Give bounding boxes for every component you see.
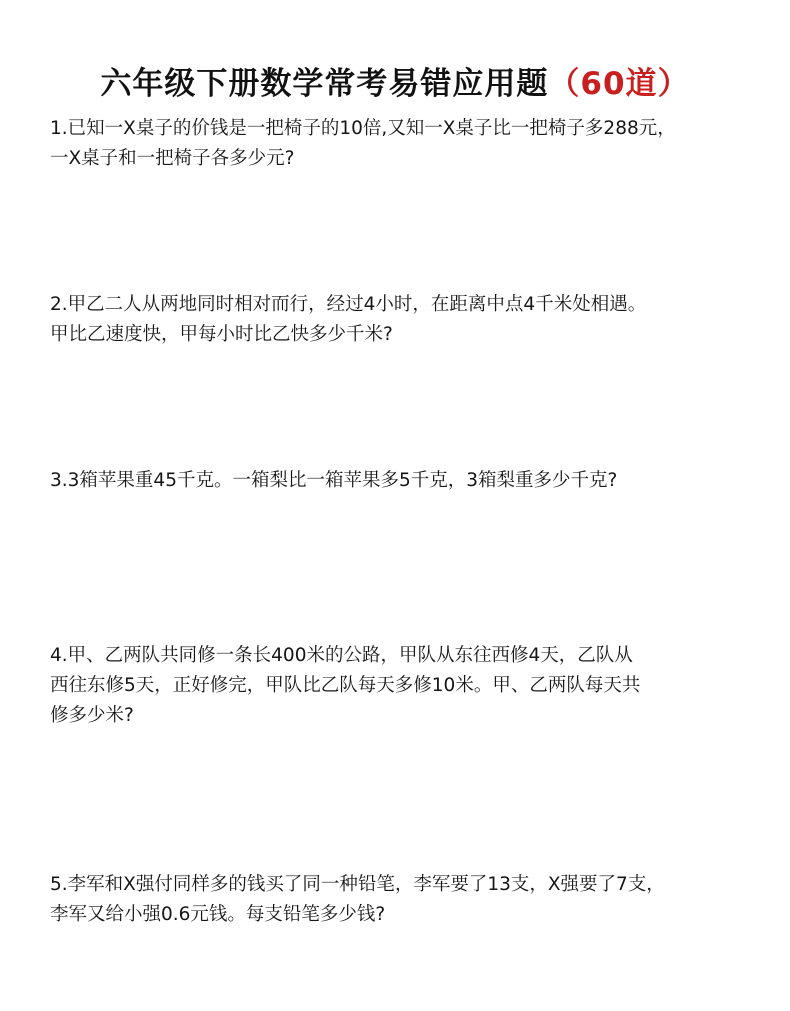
- question-4: [50, 641, 750, 731]
- question-5-line-1: 5.李军和X强付同样多的钱买了同一种铅笔，李军要了13支，X强要了7支，: [50, 874, 665, 895]
- question-5: [50, 870, 750, 930]
- question-2: [50, 290, 750, 350]
- question-4-line-2: 西往东修5天，正好修完，甲队比乙队每天多修10米。甲、乙两队每天共: [50, 675, 641, 696]
- question-3: [50, 466, 750, 496]
- title-main: 六年级下册数学常考易错应用题: [100, 66, 549, 102]
- page-title: [0, 58, 790, 103]
- question-2-line-2: 甲比乙速度快，甲每小时比乙快多少千米?: [50, 324, 393, 345]
- question-5-line-2: 李军又给小强0.6元钱。每支铅笔多少钱?: [50, 904, 386, 925]
- question-1-line-1: 1.已知一X桌子的价钱是一把椅子的10倍,又知一X桌子比一把椅子多288元，: [50, 118, 676, 139]
- title-question-count: 60道: [580, 66, 658, 102]
- question-2-line-1: 2.甲乙二人从两地同时相对而行，经过4小时，在距离中点4千米处相遇。: [50, 294, 647, 315]
- question-3-line-1: 3.3箱苹果重45千克。一箱梨比一箱苹果多5千克，3箱梨重多少千克?: [50, 470, 618, 491]
- title-close-paren: ）: [657, 66, 690, 102]
- question-4-line-3: 修多少米?: [50, 705, 134, 726]
- title-open-paren: （: [548, 66, 581, 102]
- question-4-line-1: 4.甲、乙两队共同修一条长400米的公路，甲队从东往西修4天，乙队从: [50, 645, 633, 666]
- question-1-line-2: 一X桌子和一把椅子各多少元?: [50, 148, 295, 169]
- question-1: [50, 114, 750, 174]
